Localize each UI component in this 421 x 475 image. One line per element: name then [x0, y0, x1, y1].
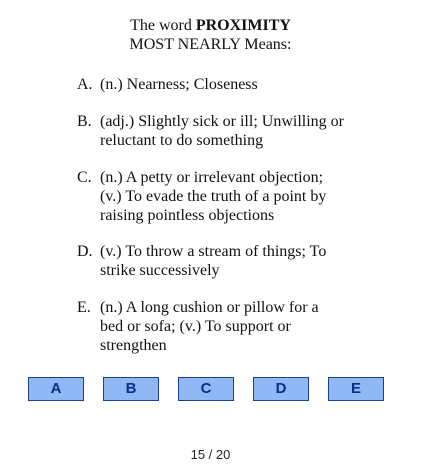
- choice-line: reluctant to do something: [100, 132, 264, 149]
- choice-definition: [100, 242, 370, 280]
- answer-button-b[interactable]: B: [103, 377, 159, 401]
- choice-line: strike successively: [100, 262, 220, 279]
- choice-line: (v.) To evade the truth of a point by: [100, 188, 327, 205]
- answer-button-a[interactable]: A: [28, 377, 84, 401]
- choice-definition: [100, 168, 370, 225]
- choice-letter: C.: [77, 169, 92, 186]
- choice-letter: A.: [77, 76, 93, 93]
- choice-line: bed or sofa; (v.) To support or: [100, 318, 291, 335]
- choice-line: (n.) A long cushion or pillow for a: [100, 299, 319, 316]
- question-word: PROXIMITY: [195, 17, 291, 34]
- question-prefix: The word: [130, 17, 192, 34]
- choice-line: raising pointless objections: [100, 207, 275, 224]
- choice-line: (n.) Nearness; Closeness: [100, 76, 258, 93]
- answer-button-e[interactable]: E: [328, 377, 384, 401]
- choice-definition: [100, 75, 370, 94]
- choice-line: (v.) To throw a stream of things; To: [100, 243, 327, 260]
- choice-line: (n.) A petty or irrelevant objection;: [100, 169, 324, 186]
- choice-line: strengthen: [100, 337, 167, 354]
- answer-button-c[interactable]: C: [178, 377, 234, 401]
- choice-definition: [100, 112, 370, 150]
- page-indicator: 15 / 20: [190, 447, 231, 462]
- question-line-1: [0, 16, 421, 35]
- choice-letter: D.: [77, 243, 93, 260]
- choice-definition: [100, 298, 370, 355]
- choice-letter: B.: [77, 113, 92, 130]
- choice-letter: E.: [77, 299, 91, 316]
- answer-button-d[interactable]: D: [253, 377, 309, 401]
- answer-button-bar: [28, 377, 394, 403]
- question-header: [0, 16, 421, 54]
- choice-line: (adj.) Slightly sick or ill; Unwilling or: [100, 113, 344, 130]
- question-suffix: MOST NEARLY Means:: [129, 36, 292, 53]
